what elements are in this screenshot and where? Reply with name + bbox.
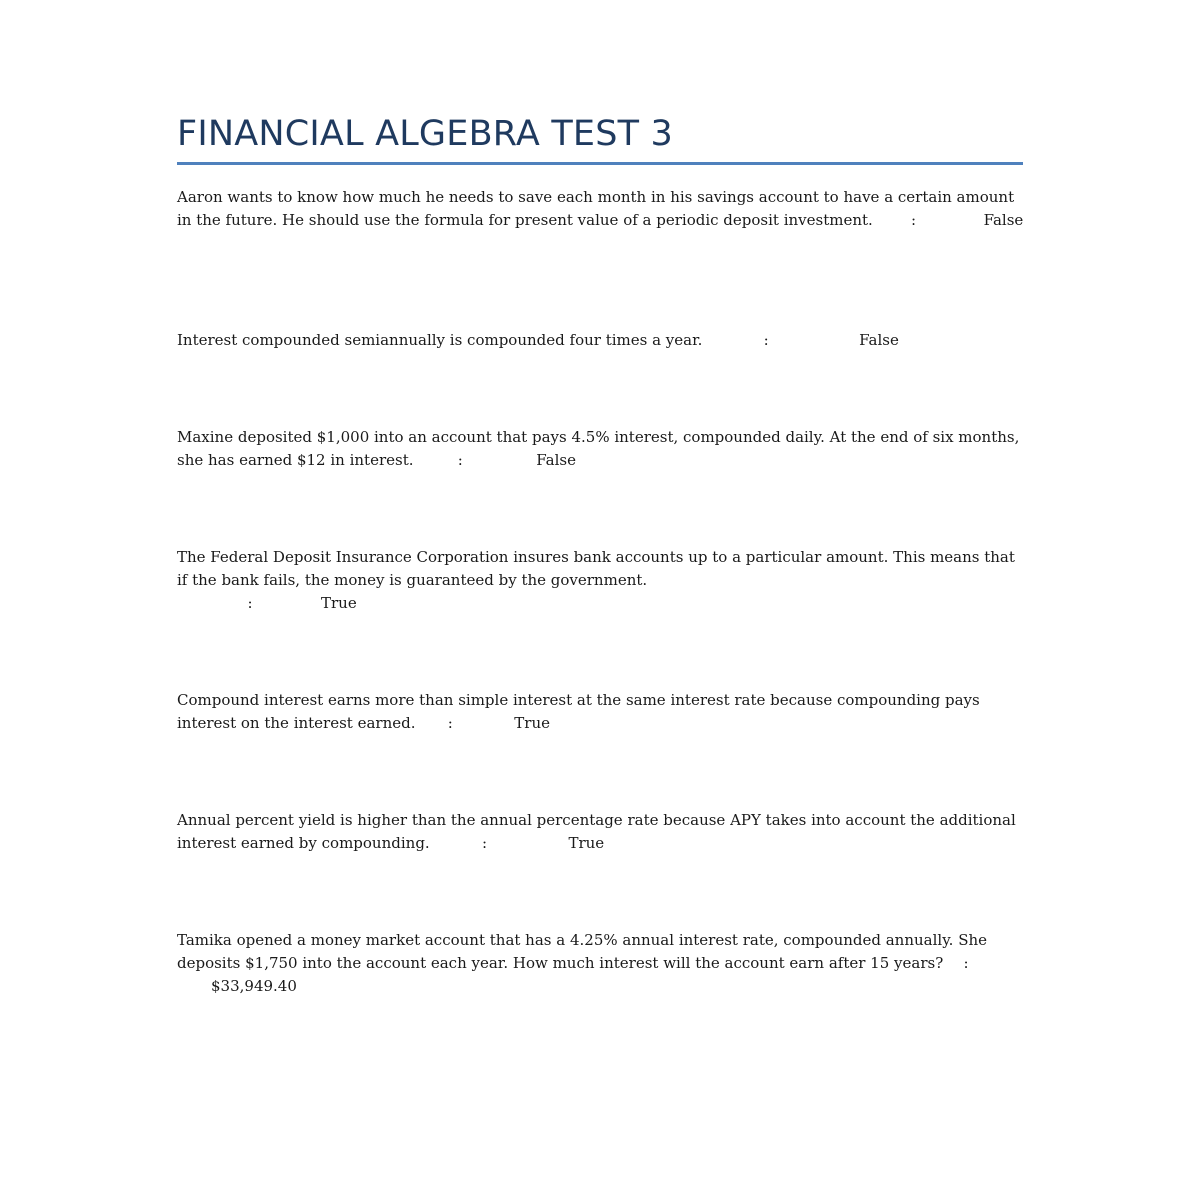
answer-separator: : [911, 211, 917, 229]
answer-text: True [514, 714, 550, 732]
question-text: Tamika opened a money market account that has a 4.25% annual interest rate, compounded annually. She deposits $1,750 into the account each year. How much interest will the account earn after 15 years? [177, 931, 988, 972]
question-text: Aaron wants to know how much he needs to save each month in his savings account to have a certain amount in the future. He should use the formula for present value of a periodic deposit investment. [177, 188, 1015, 229]
answer-separator: : [247, 594, 253, 612]
answer-separator: : [457, 451, 463, 469]
question-text: The Federal Deposit Insurance Corporation insures bank accounts up to a particular amount. This means that if the bank fails, the money is guaranteed by the government. [177, 548, 1015, 589]
question-item-2 [177, 329, 1025, 352]
answer-separator: : [763, 331, 769, 349]
answer-text: False [859, 331, 899, 349]
question-item-1 [177, 186, 1025, 232]
answer-text: False [536, 451, 576, 469]
question-item-5 [177, 689, 1025, 735]
page-title: FINANCIAL ALGEBRA TEST 3 [177, 114, 674, 154]
answer-separator: : [963, 954, 969, 972]
answer-text: True [568, 834, 605, 852]
question-text: Maxine deposited $1,000 into an account that pays 4.5% interest, compounded daily. At the end of six months, she has earned $12 in interest. [177, 428, 1020, 469]
answer-text: True [321, 594, 357, 612]
title-underline [177, 162, 1023, 165]
question-text: Compound interest earns more than simple interest at the same interest rate because compounding pays interest on the interest earned. [177, 691, 980, 732]
question-item-4 [177, 546, 1025, 615]
question-item-7 [177, 929, 1025, 998]
answer-text: False [983, 211, 1024, 229]
question-text: Interest compounded semiannually is compounded four times a year. [177, 331, 703, 349]
question-item-6 [177, 809, 1025, 855]
answer-separator: : [481, 834, 487, 852]
question-item-3 [177, 426, 1025, 472]
answer-separator: : [447, 714, 453, 732]
question-text: Annual percent yield is higher than the annual percentage rate because APY takes into account the additional interest earned by compounding. [177, 811, 1016, 852]
answer-text: $33,949.40 [211, 977, 297, 995]
